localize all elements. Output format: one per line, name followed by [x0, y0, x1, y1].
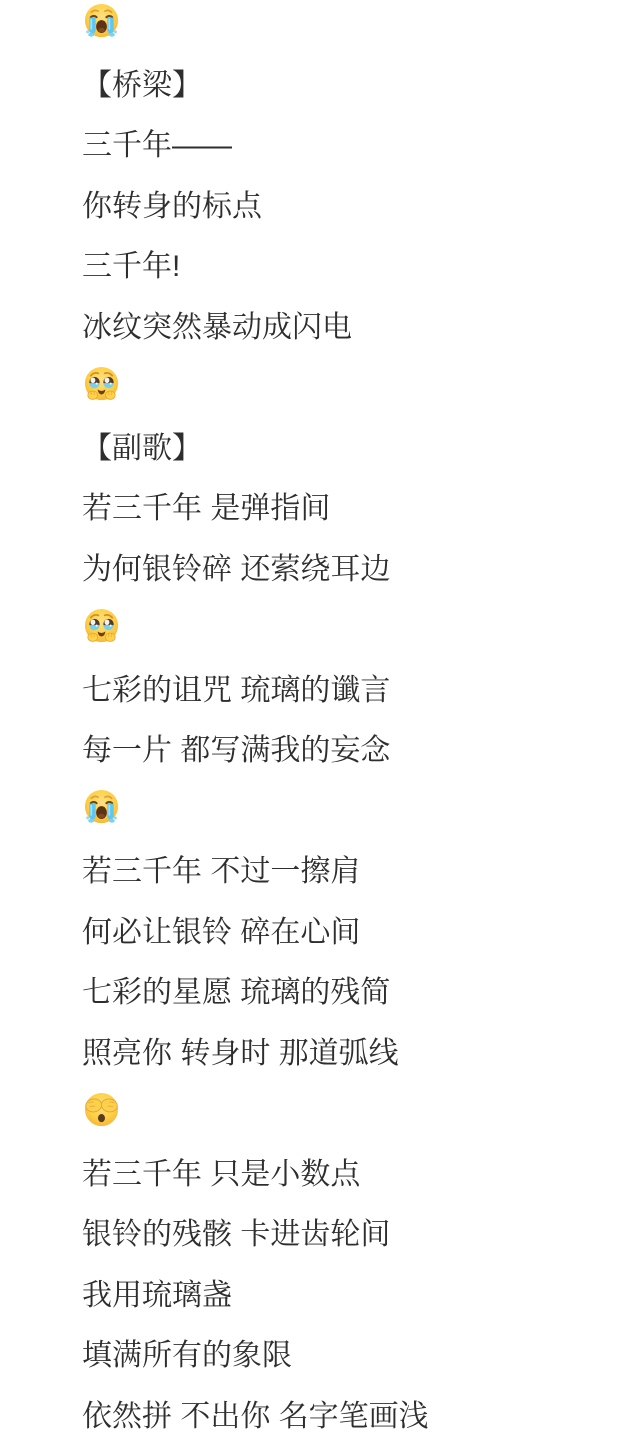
lyric-line — [82, 899, 610, 960]
lyric-text: 每一片 都写满我的妄念 — [82, 734, 391, 768]
lyric-text: 若三千年 只是小数点 — [82, 1157, 361, 1191]
lyric-text: 七彩的诅咒 琉璃的谶言 — [82, 673, 391, 707]
emoji-line — [82, 0, 610, 52]
lyric-text: 若三千年 是弹指间 — [82, 492, 331, 526]
emoji-line — [82, 354, 610, 415]
lyric-line — [82, 475, 610, 536]
emoji-line — [82, 596, 610, 657]
lyric-line — [82, 1262, 610, 1323]
lyric-text: 照亮你 转身时 那道弧线 — [82, 1036, 399, 1070]
lyric-line — [82, 717, 610, 778]
lyric-line — [82, 233, 610, 294]
loudly-crying-face-emoji-icon — [82, 788, 121, 827]
lyric-text: 若三千年 不过一擦肩 — [82, 855, 361, 889]
lyric-text: 填满所有的象限 — [82, 1339, 292, 1373]
lyric-line — [82, 173, 610, 234]
lyric-line — [82, 1383, 610, 1444]
lyric-text: 冰纹突然暴动成闪电 — [82, 310, 352, 344]
lyric-text: 你转身的标点 — [82, 189, 262, 223]
loudly-crying-face-emoji-icon — [82, 2, 121, 41]
holding-back-tears-face-emoji-icon — [82, 607, 121, 646]
lyric-text: 三千年—— — [82, 129, 232, 163]
lyric-line — [82, 536, 610, 597]
lyric-line — [82, 1322, 610, 1383]
lyric-text: 三千年! — [82, 250, 181, 284]
emoji-line — [82, 1080, 610, 1141]
lyric-text: 我用琉璃盏 — [82, 1278, 232, 1312]
lyric-text: 为何银铃碎 还萦绕耳边 — [82, 552, 391, 586]
lyric-line — [82, 52, 610, 113]
lyric-line — [82, 112, 610, 173]
lyric-text: 【副歌】 — [82, 431, 202, 465]
lyric-line — [82, 959, 610, 1020]
lyric-text: 依然拼 不出你 名字笔画浅 — [82, 1399, 429, 1433]
lyric-line — [82, 294, 610, 355]
lyric-text: 七彩的星愿 琉璃的残简 — [82, 976, 391, 1010]
covering-eyes-face-emoji-icon — [82, 1091, 121, 1130]
lyric-text: 银铃的残骸 卡进齿轮间 — [82, 1218, 391, 1252]
lyric-text: 【桥梁】 — [82, 68, 202, 102]
lyric-line — [82, 657, 610, 718]
lyric-line — [82, 1020, 610, 1081]
lyric-text: 何必让银铃 碎在心间 — [82, 915, 361, 949]
lyric-line — [82, 415, 610, 476]
holding-back-tears-face-emoji-icon — [82, 365, 121, 404]
lyric-line — [82, 838, 610, 899]
lyric-line — [82, 1141, 610, 1202]
lyric-line — [82, 1201, 610, 1262]
emoji-line — [82, 778, 610, 839]
